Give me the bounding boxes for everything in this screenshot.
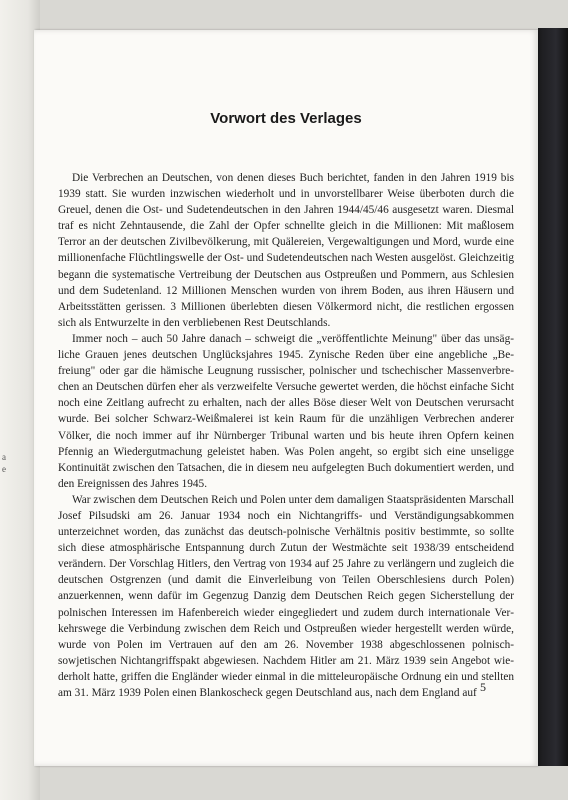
- body-text: [58, 170, 514, 701]
- book-cover-edge: [538, 28, 568, 766]
- book-page: [34, 30, 538, 766]
- paragraph: War zwischen dem Deutschen Reich und Polen unter dem damaligen Staatspräsidenten Marschall Josef Pilsudski am 26. Januar 1934 noch ein Nichtangriffs- und Verständigungsabkommen unterzeichnet worden, das zunächst das deutsch-polnische Verhältnis positiv bestimmte, so sollte sich diese atmosphärische Entspannung durch Zutun der Westmächte seit 1938/39 entscheidend verändern. Der Vorschlag Hitlers, den Vertrag von 1934 auf 25 Jahre zu verlängern und zugleich die deutschen Ostgrenzen (und damit die Einverleibung von Teilen Oberschlesiens durch Polen) anzuerkennen, wenn dafür im Gegenzug Danzig dem Deutschen Reich gegen Sicherstellung der polnischen Interessen im Hafenbereich wieder eingegliedert und zudem durch internationale Verkehrswege die Verbindung zwischen dem Reich und Ostpreußen wieder hergestellt werden würde, wurde von Polen im Vertrauen auf den am 26. November 1938 abgeschlossenen polnisch-sowjetischen Nichtangriffspakt abgewiesen. Nachdem Hitler am 21. März 1939 sein Angebot wiederholt hatte, griffen die Engländer wieder einmal in die mitteleuropäische Ordnung ein und stellten am 31. März 1939 Polen einen Blankoscheck gegen Deutschland aus, nach dem England auf: [58, 493, 514, 699]
- facing-page-fragment: e: [2, 464, 6, 474]
- page-number: 5: [480, 680, 486, 694]
- paragraph: Die Verbrechen an Deutschen, von denen dieses Buch berichtet, fanden in den Jahren 1919 bis 1939 statt. Sie wurden inzwischen wiederholt und in unvorstellbarer Weise überboten durch die Greuel, denen die Ost- und Sudetendeutschen in den Jahren 1944/45/46 ausgesetzt waren. Diesmal traf es nicht Zehntausende, die Zahl der Opfer schnellte gleich in die Millionen: Mit maßlosem Terror an der deutschen Zivilbevölkerung, mit Quälereien, Vergewaltigungen und Mord, wurde eine millionenfache Flüchtlingswelle der Ost- und Sudetendeutschen nach Westen ausgelöst. Gleichzeitig begann die systematische Vertreibung der Deutschen aus Ostpreußen und Pommern, aus Schlesien und dem Sudetenland. 12 Millionen Menschen wurden von ihrem Boden, aus ihren Häusern und Arbeitsstätten gerissen. 3 Millionen überlebten diesen Völkermord nicht, die restlichen ergossen sich als Entwurzelte in den verbliebenen Rest Deutschlands.: [58, 172, 514, 329]
- paragraph: Immer noch – auch 50 Jahre danach – schweigt die „veröffentlichte Meinung" über das unsägliche Grauen jenes deutschen Unglücksjahres 1945. Zynische Reden über eine angebliche „Befreiung" oder gar die hämische Leugnung russischer, polnischer und tschechischer Massenverbrechen an Deutschen dürfen eher als verzweifelte Versuche gewertet werden, die höchst einfache Sicht noch eine Zeitlang aufrecht zu erhalten, nach der alles Böse dieser Welt von Deutschen verursacht wurde. Bei solcher Schwarz-Weißmalerei ist kein Raum für die unzähligen Verbrechen anderer Völker, die noch immer auf ihr Nürnberger Tribunal warten und bis heute ihren Opfern keinen Pfennig an Wiedergutmachung geleistet haben. Was Polen angeht, so ergibt sich eine unseligge Kontinuität zwischen den Tatsachen, die in diesem neu aufgelegten Buch dokumentiert werden, und den Ereignissen des Jahres 1945.: [58, 332, 514, 490]
- facing-page-fragment: a: [2, 452, 6, 462]
- page-title: Vorwort des Verlages: [210, 110, 362, 127]
